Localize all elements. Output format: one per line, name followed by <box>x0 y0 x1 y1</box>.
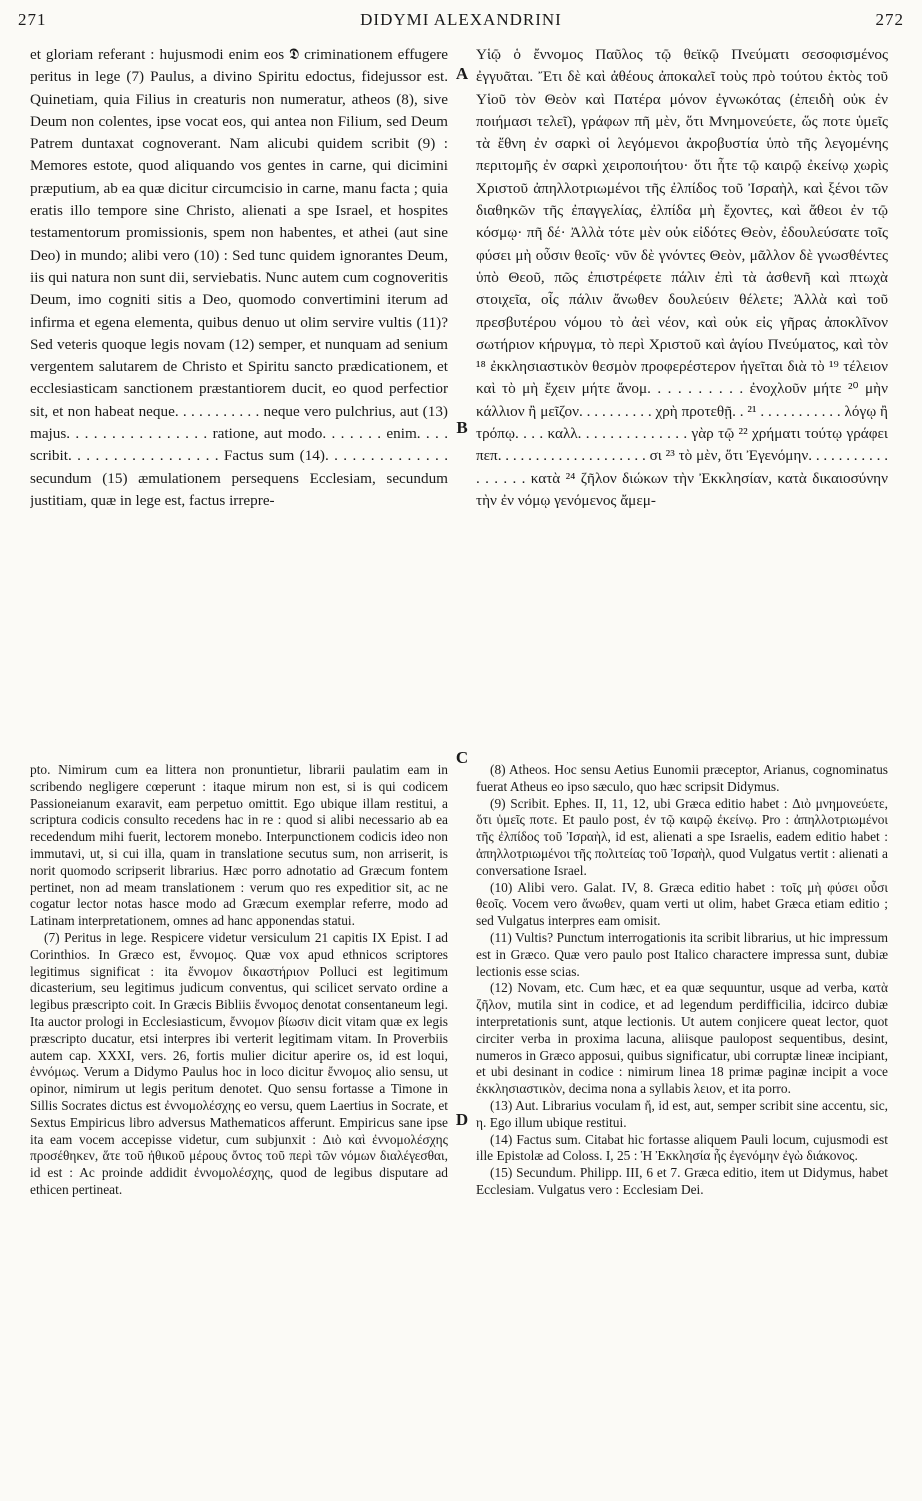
notes-left-column <box>30 762 448 1494</box>
note-7: (7) Peritus in lege. Respicere videtur versiculum 21 capitis IX Epist. I ad Corinthios. In Græco est, ἔννομος. Quæ vox apud ethnicos scriptores legitimus significat : ita ἔννομον δικαστήριον Polluci est legitimum dicasterium, seu legitimus judicum conventus, qui scilicet servato ordine a legibus præscripto coit. In Græcis Bibliis ἔννομος denotat consentaneum legi. Ita auctor prologi in Ecclesiasticum, ἔννομον βίωσιν dicit vitam quæ ex legis præscripto ducatur, etsi interpres ibi verterit legitimam vitam. In Proverbiis autem cap. XXXI, vers. 26, fortis mulier dicitur aperire os, id est loqui, ἐννόμως. Verum a Didymo Paulus hoc in loco dicitur ἔννομος alio sensu, ut opinor, nimirum ut legis peritum denotet. Quo sensu fortasse a Timone in Sillis Socrates dictus est ἐννομολέσχης eo versu, quem Laertius in Socrate, et Sextus Empiricus libro adversus Mathematicos afferunt. Empiricus sane ipse ita eam vocem accepisse videtur, cum subjunxit : Διὸ καὶ ἐννομολέσχης προσέθηκεν, ἅτε τοῦ ἠθικοῦ μέρους ὄντος τοῦ περὶ τῶν νόμων διαλέγεσθαι, id est : Ac proinde addidit ἐννομολέσχης, quod de legibus disputare ad ethicen pertineat. <box>30 929 448 1197</box>
note-11: (11) Vultis? Punctum interrogationis ita scribit librarius, ut hic impressum est in Græco. Quæ vero paulo post Italico charactere impressa sunt, dubiæ lectionis esse scias. <box>476 929 888 979</box>
latin-paragraph: et gloriam referant : hujusmodi enim eos 𝕯 criminationem effugere peritus in lege (7) Paulus, a divino Spiritu edoctus, fidejussor est. Quinetiam, quia Filius in creaturis non numeratur, atheos (8), sive Deum non colentes, ipse vocat eos, qui antea non Filium, sed Deum Patrem duntaxat cognoverant. Nam alicubi quidem scribit (9) : Memores estote, quod aliquando vos gentes in carne, qui dicimini præputium, ab ea quæ dicitur circumcisio in carne, manu facta ; quia eratis illo tempore sine Christo, alienati a spe Israel, et hospites testamentorum promissionis, spem non habentes, et athei (aut sine Deo) in mundo; alibi vero (10) : Sed tunc quidem ignorantes Deum, iis qui natura non sunt dii, serviebatis. Nunc autem cum cognoveritis Deum, imo cogniti sitis a Deo, quomodo convertimini iterum ad infirma et egena elementa, quibus denuo ut olim servire vultis (11)? Sed veteris quoque legis novam (12) semper, et nunquam ad senium vergentem salutarem de Christo et Spiritu sancto prædicationem, et ecclesiasticam sanctionem præstantiorem ducit, eo quod perfectior sit, et non habeat neque. . . . . . . . . . . neque vero pulchrius, aut (13) majus. . . . . . . . . . . . . . . . ratione, aut modo. . . . . . . enim. . . . scribit. . . . . . . . . . . . . . . . . Factus sum (14). . . . . . . . . . . . . . secundum (15) æmulationem persequens Ecclesiam, secundum justitiam, quæ in lege est, factus irrepre- <box>30 46 448 509</box>
greek-text-column <box>476 44 888 744</box>
running-header <box>18 10 904 36</box>
note-8: (8) Atheos. Hoc sensu Aetius Eunomii præceptor, Arianus, cognominatus fuerat Atheus eo ipso sæculo, quo hæc scripsit Didymus. <box>476 762 888 794</box>
note-12: (12) Novam, etc. Cum hæc, et ea quæ sequuntur, usque ad verba, κατὰ ζῆλον, mutila sint in codice, et ad legendum perdifficilia, idcirco dubiæ interpretationis sunt, atque lectionis. Ut autem conjicere queat lector, quot circiter verba in proxima lacuna, aliisque paulopost sequentibus, desint, numeros in Græco apposui, quibus significatur, ubi corruptæ lineæ incipiant, et ubi desinant in codice : nimirum linea 18 primæ paginæ incipit a voce ἐκκλησιαστικὸν, decima nona a syllabis λειον, et ita porro. <box>476 980 888 1097</box>
margin-letter-d: D <box>455 1110 469 1129</box>
note-15: (15) Secundum. Philipp. III, 6 et 7. Græca editio, item ut Didymus, habet Ecclesiam. Vulgatus vero : Ecclesiam Dei. <box>476 1165 888 1197</box>
margin-letter-b: B <box>456 418 468 437</box>
greek-paragraph: Υἱῷ ὁ ἔννομος Παῦλος τῷ θεϊκῷ Πνεύματι σεσοφισμένος ἐγγυᾶται. Ἔτι δὲ καὶ ἀθέους ἀποκαλεῖ τοὺς πρὸ τούτου ἐκτὸς τοῦ Υἱοῦ τὸν Θεὸν καὶ Πατέρα μόνον ἐγνωκότας (ἐπειδὴ οὐκ ἐν ποιήμασι τελεῖ), γράφων πῆ μὲν, ὅτι Μνημονεύετε, ὥς ποτε ὑμεῖς τὰ ἔθνη ἐν σαρκὶ οἱ λεγόμενοι ἀκροβυστία ὑπὸ τῆς λεγομένης περιτομῆς ἐν σαρκὶ χειροποιήτου· ὅτι ἦτε τῷ καιρῷ ἐκείνῳ χωρὶς Χριστοῦ ἀπηλλοτριωμένοι τῆς ἐλπίδος τοῦ Ἰσραὴλ, καὶ ξένοι τῶν διαθηκῶν τῆς ἐπαγγελίας, ἐλπίδα μὴ ἔχοντες, καὶ ἄθεοι ἐν τῷ κόσμῳ· πῆ δέ· Ἀλλὰ τότε μὲν οὐκ εἰδότες Θεὸν, ἐδουλεύσατε τοῖς φύσει μὴ οὖσιν θεοῖς· νῦν δὲ γνόντες Θεὸν, μᾶλλον δὲ γνωσθέντες ὑπὸ Θεοῦ, πῶς ἐπιστρέφετε πάλιν ἐπὶ τὰ ἀσθενῆ καὶ πτωχὰ στοιχεῖα, οἷς πάλιν ἄνωθεν δουλεύειν θέλετε; Ἀλλὰ καὶ τοῦ πρεσβυτέρου νόμου τὸ ἀεὶ νέον, καὶ οὐκ εἰς γῆρας ἀποκλῖνον σωτήριον κήρυγμα, τὸ περὶ Χριστοῦ καὶ ἁγίου Πνεύματος, καὶ τὸν ¹⁸ ἐκκλησιαστικὸν θεσμὸν προφερέστερον ἡγεῖται διὰ τὸ ¹⁹ τέλειον καὶ τὸ μὴ ἔχειν μήτε ἄνομ. . . . . . . . . . ἐνοχλοῦν μήτε ²⁰ μὴν κάλλιον ἢ μεῖζον. . . . . . . . . . χρὴ προτεθῇ. . ²¹ . . . . . . . . . . . λόγῳ ἢ τρόπῳ. . . . καλλ. . . . . . . . . . . . . . γὰρ τῷ ²² χρήματι τούτῳ γράφει πεπ. . . . . . . . . . . . . . . . . . . . σι ²³ τὸ μὲν, ὅτι Ἐγενόμην. . . . . . . . . . . . . . . . . κατὰ ²⁴ ζῆλον διώκων τὴν Ἐκκλησίαν, κατὰ δικαιοσύνην τὴν ἐν νόμῳ γενόμενος ἄμεμ- <box>476 46 888 509</box>
note-10: (10) Alibi vero. Galat. IV, 8. Græca editio habet : τοῖς μὴ φύσει οὖσι θεοῖς. Vocem vero ἄνωθεν, quam verti ut olim, habet Græca etiam editio ; sed Vulgatus interpres eam omisit. <box>476 879 888 929</box>
note-paragraph: pto. Nimirum cum ea littera non pronuntietur, librarii paulatim eam in scribendo negligere cœperunt : itaque mirum non est, si is qui codicem Passioneianum exaravit, eam perpetuo omittit. Ego ubique illam restitui, a scriptura codicis consulto recedens hac in re : quod si alibi necessario ab ea recedendum mihi fuerit, lectorem monebo. Interpunctionem codicis ideo non immutavi, ut, si cui illa, quam in translatione secutus sum, non arriserit, is norit quomodo scripserit librarius. Hæc porro adnotatio ad Græcum fontem pertinet, non ad meam translationem : verum quo res expeditior sit, ac ne cogatur lector notas hasce modo ad Græcum exemplar referre, modo ad Latinam interpretationem, omnes ad hanc apponendas statui. <box>30 762 448 929</box>
notes-right-column <box>476 762 888 1494</box>
page-number-right: 272 <box>875 10 904 29</box>
margin-letter-a: A <box>455 64 469 83</box>
page-number-left: 271 <box>18 10 47 29</box>
note-9: (9) Scribit. Ephes. II, 11, 12, ubi Græca editio habet : Διὸ μνημονεύετε, ὅτι ὑμεῖς ποτε. Et paulo post, ἐν τῷ καιρῷ ἐκείνῳ. Pro : ἀπηλλοτριωμένοι τῆς ἐλπίδος τοῦ Ἰσραὴλ, id est, alienati a spe Israelis, eadem editio habet : ἀπηλλοτριωμένοι τῆς πολιτείας τοῦ Ἰσραὴλ, quod Vulgatus vertit : alienati a conversatione Israel. <box>476 795 888 878</box>
note-14: (14) Factus sum. Citabat hic fortasse aliquem Pauli locum, cujusmodi est ille Epistolæ ad Coloss. I, 25 : Ἡ Ἐκκλησία ἧς ἐγενόμην ἐγὼ διάκονος. <box>476 1131 888 1164</box>
margin-letter-c: C <box>455 748 469 767</box>
latin-text-column <box>30 44 448 744</box>
note-13: (13) Aut. Librarius voculam ἤ, id est, aut, semper scribit sine accentu, sic, η. Ego illum ubique restitui. <box>476 1097 888 1130</box>
running-title: DIDYMI ALEXANDRINI <box>360 10 562 29</box>
